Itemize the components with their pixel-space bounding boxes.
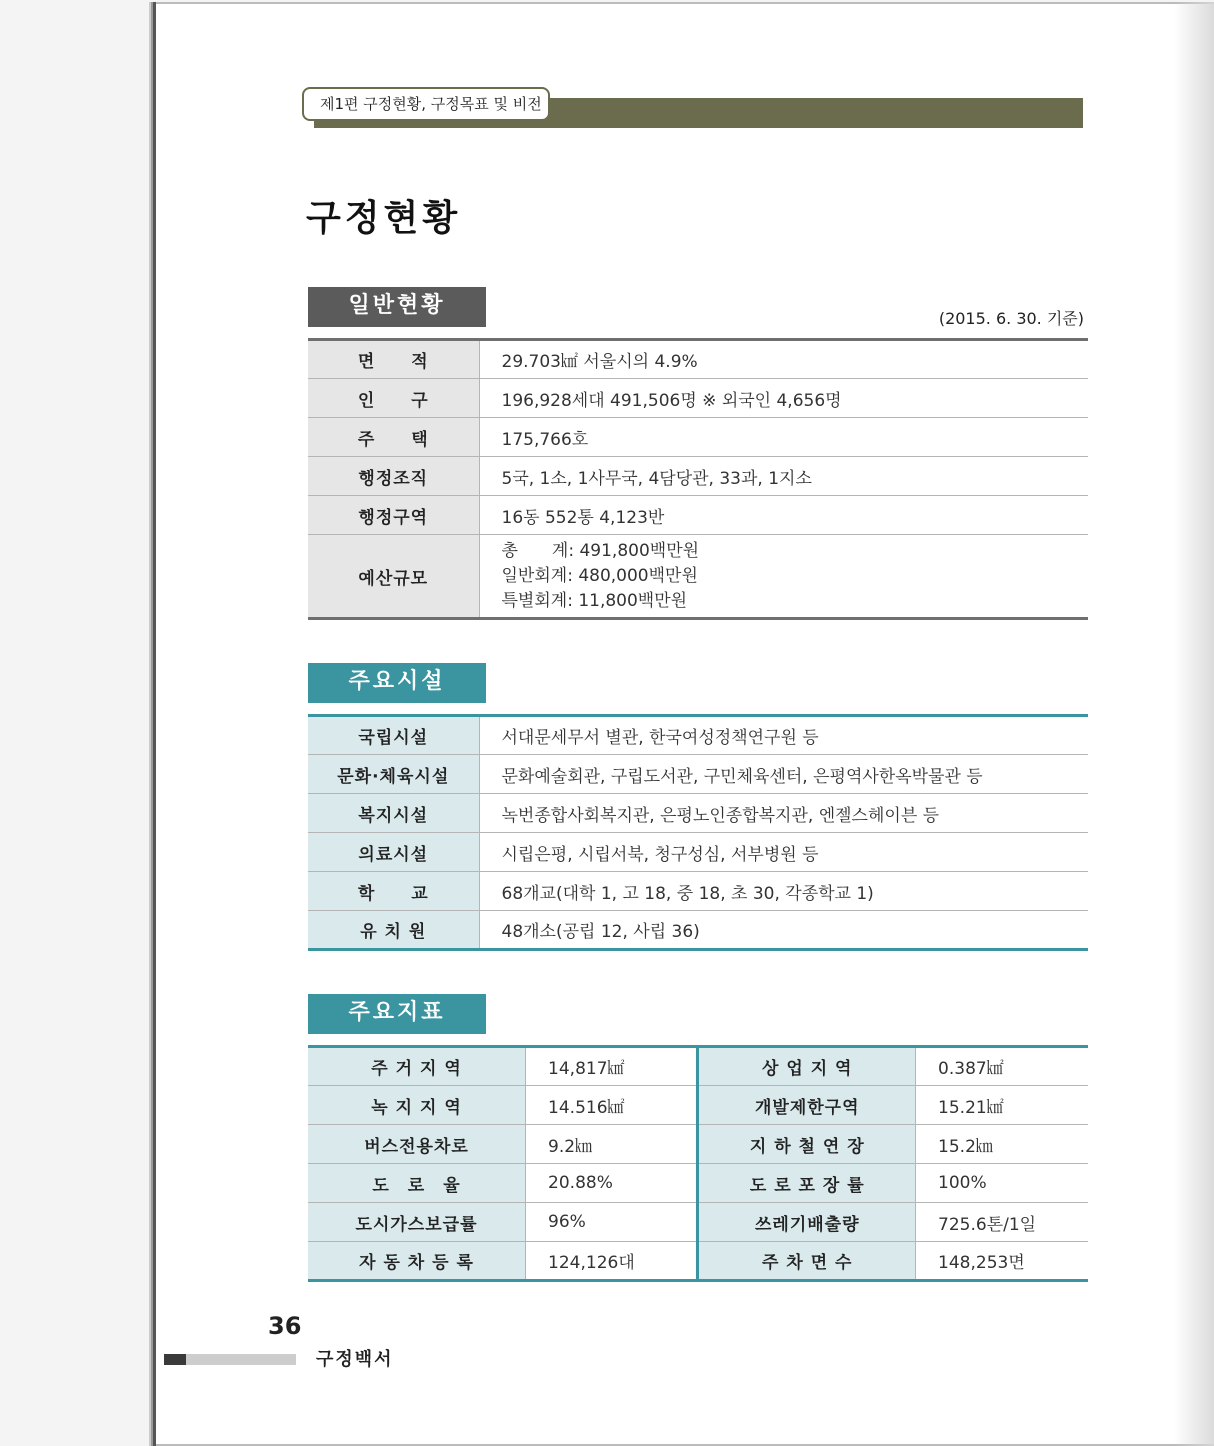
- page-title: 구정현황: [306, 198, 462, 239]
- indicators-table: [308, 1045, 1088, 1282]
- page-number: 36: [268, 1312, 302, 1340]
- row-key: 학 교: [308, 872, 479, 911]
- table-row: [308, 872, 1088, 911]
- row-key: 주 택: [308, 418, 479, 457]
- row-key: 유 치 원: [308, 911, 479, 950]
- row-key: 행정조직: [308, 457, 479, 496]
- row-key: 복지시설: [308, 794, 479, 833]
- row-key: 면 적: [308, 340, 479, 379]
- indicator-key: 도시가스보급률: [308, 1203, 526, 1242]
- budget-general: 일반회계: 480,000백만원: [501, 565, 698, 586]
- document-page: [153, 2, 1214, 1446]
- row-key: 문화·체육시설: [308, 755, 479, 794]
- row-value: 시립은평, 시립서북, 청구성심, 서부병원 등: [479, 833, 1088, 872]
- row-value: 서대문세무서 별관, 한국여성정책연구원 등: [479, 716, 1088, 755]
- table-row: [308, 1242, 1088, 1281]
- basis-date-note: (2015. 6. 30. 기준): [938, 309, 1084, 328]
- table-row: [308, 1203, 1088, 1242]
- indicator-value: 0.387㎢: [916, 1047, 1088, 1086]
- indicator-value: 96%: [526, 1203, 698, 1242]
- section-label-facilities: 주요시설: [308, 663, 486, 703]
- table-row: [308, 1125, 1088, 1164]
- row-key: 행정구역: [308, 496, 479, 535]
- indicator-value: 14.516㎢: [526, 1086, 698, 1125]
- indicator-key: 도 로 포 장 률: [698, 1164, 916, 1203]
- budget-special: 특별회계: 11,800백만원: [501, 590, 688, 611]
- table-row: [308, 1086, 1088, 1125]
- section-label-general: 일반현황: [308, 287, 486, 327]
- indicator-value: 15.21㎢: [916, 1086, 1088, 1125]
- table-row: [308, 755, 1088, 794]
- indicator-value: 9.2㎞: [526, 1125, 698, 1164]
- row-value: 175,766호: [479, 418, 1088, 457]
- footer-bar-accent: [164, 1354, 186, 1365]
- row-value: 문화예술회관, 구립도서관, 구민체육센터, 은평역사한옥박물관 등: [479, 755, 1088, 794]
- indicator-key: 지 하 철 연 장: [698, 1125, 916, 1164]
- page-binding-shade: [1174, 2, 1214, 1446]
- budget-values: [479, 535, 1088, 619]
- table-row-budget: [308, 535, 1088, 619]
- indicator-key: 쓰레기배출량: [698, 1203, 916, 1242]
- row-value: 196,928세대 491,506명 ※ 외국인 4,656명: [479, 379, 1088, 418]
- indicator-key: 주 차 면 수: [698, 1242, 916, 1281]
- indicator-key: 자 동 차 등 록: [308, 1242, 526, 1281]
- row-value: 녹번종합사회복지관, 은평노인종합복지관, 엔젤스헤이븐 등: [479, 794, 1088, 833]
- budget-total: 총 계: 491,800백만원: [501, 540, 700, 561]
- indicator-value: 14,817㎢: [526, 1047, 698, 1086]
- facilities-table: [308, 714, 1088, 951]
- indicator-value: 15.2㎞: [916, 1125, 1088, 1164]
- footer-book-title: 구정백서: [316, 1349, 394, 1370]
- indicator-value: 100%: [916, 1164, 1088, 1203]
- table-row: [308, 379, 1088, 418]
- table-row: [308, 418, 1088, 457]
- row-value: 16동 552통 4,123반: [479, 496, 1088, 535]
- section-label-indicators: 주요지표: [308, 994, 486, 1034]
- table-row: [308, 911, 1088, 950]
- indicator-value: 148,253면: [938, 1253, 1025, 1273]
- table-row: [308, 716, 1088, 755]
- indicator-key: 상 업 지 역: [698, 1047, 916, 1086]
- row-value: 5국, 1소, 1사무국, 4담당관, 33과, 1지소: [479, 457, 1088, 496]
- table-row: [308, 794, 1088, 833]
- row-value: 48개소(공립 12, 사립 36): [501, 922, 700, 942]
- table-row: [308, 340, 1088, 379]
- chapter-header-tab: 제1편 구정현황, 구정목표 및 비전: [302, 87, 550, 121]
- indicator-key: 주 거 지 역: [308, 1047, 526, 1086]
- table-row: [308, 1047, 1088, 1086]
- indicator-key: 도 로 율: [308, 1164, 526, 1203]
- row-value: 68개교(대학 1, 고 18, 중 18, 초 30, 각종학교 1): [479, 872, 1088, 911]
- row-key: 의료시설: [308, 833, 479, 872]
- page-top-edge: [156, 2, 1214, 4]
- indicator-key: 녹 지 지 역: [308, 1086, 526, 1125]
- row-key: 인 구: [308, 379, 479, 418]
- row-value: 29.703㎢ 서울시의 4.9%: [479, 340, 1088, 379]
- indicator-value: 725.6톤/1일: [916, 1203, 1088, 1242]
- indicator-value: 20.88%: [526, 1164, 698, 1203]
- table-row: [308, 833, 1088, 872]
- indicator-key: 버스전용차로: [308, 1125, 526, 1164]
- row-key: 국립시설: [308, 716, 479, 755]
- table-row: [308, 1164, 1088, 1203]
- footer-bar: [186, 1354, 296, 1365]
- general-status-table: [308, 338, 1088, 620]
- table-row: [308, 496, 1088, 535]
- indicator-value: 124,126대: [526, 1242, 698, 1281]
- table-row: [308, 457, 1088, 496]
- row-key: 예산규모: [308, 535, 479, 619]
- indicator-key: 개발제한구역: [698, 1086, 916, 1125]
